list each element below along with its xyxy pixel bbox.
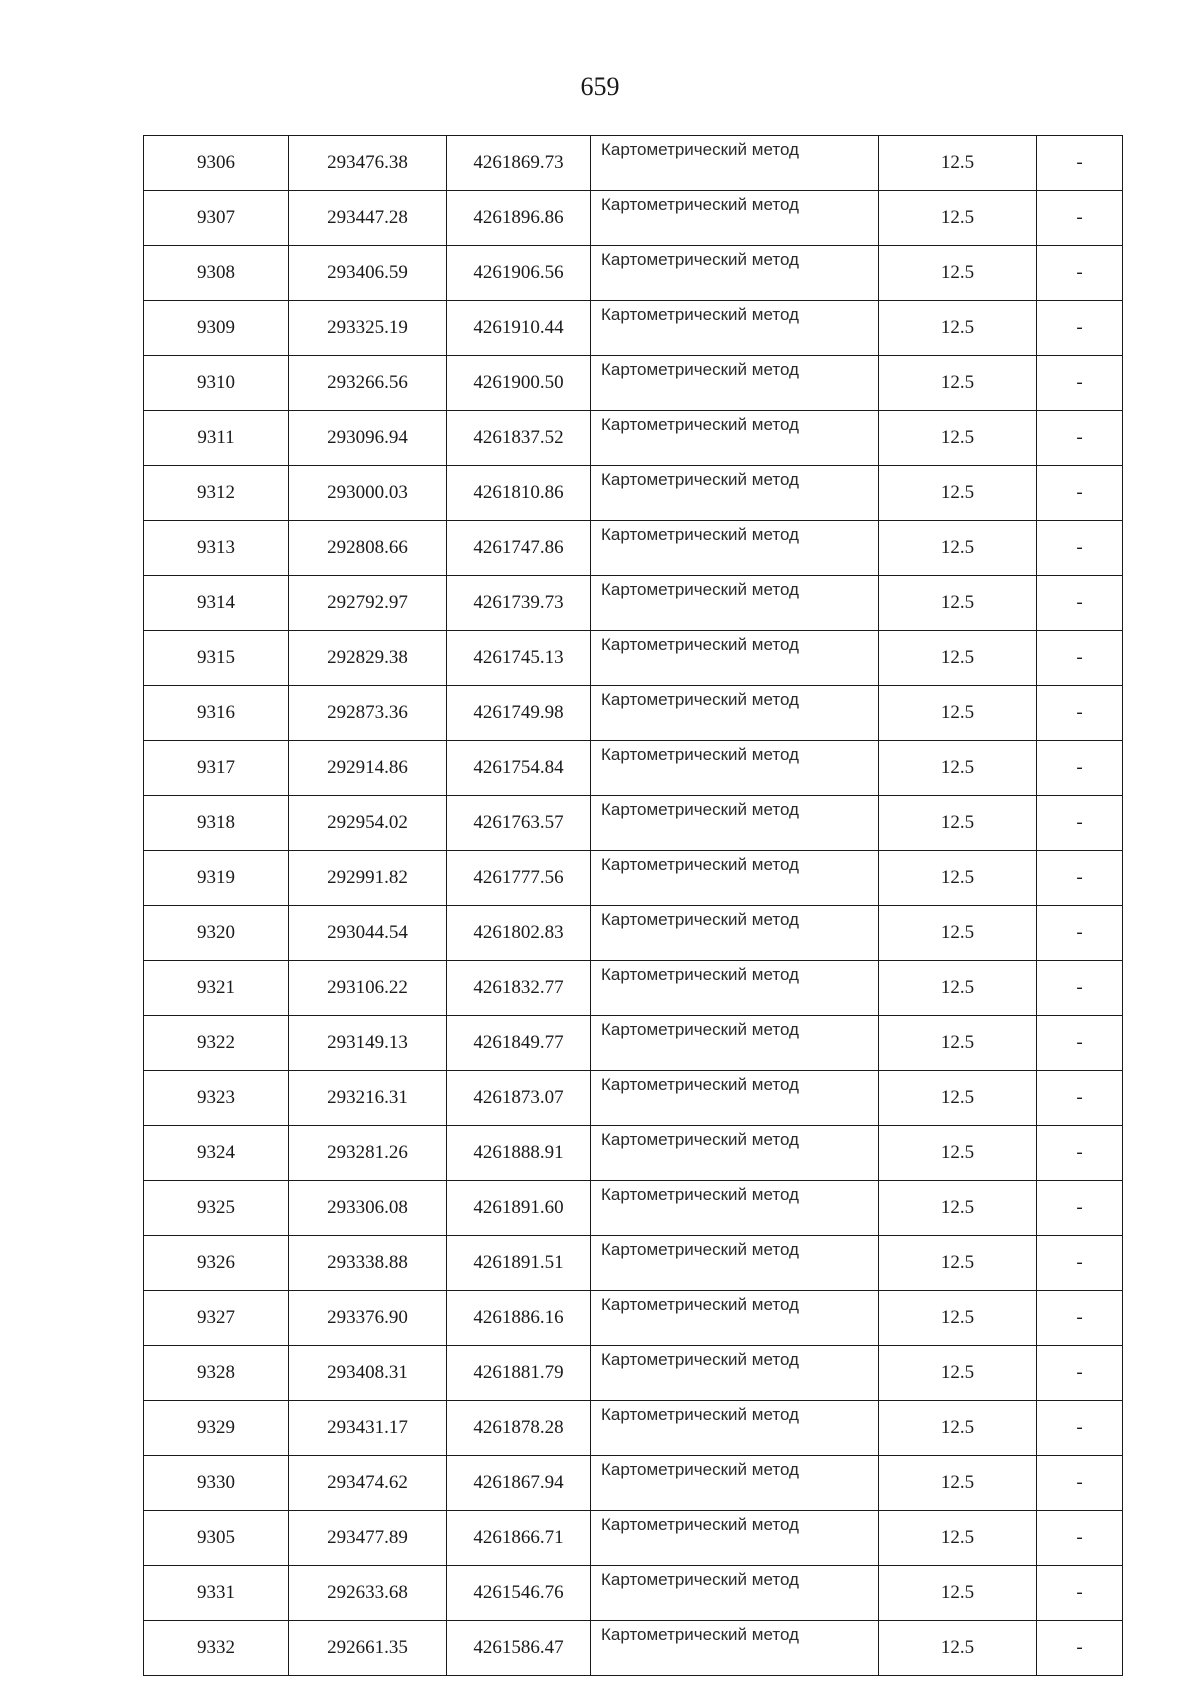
y-coordinate-cell: 4261888.91 (447, 1126, 591, 1181)
point-number-cell: 9326 (144, 1236, 289, 1291)
accuracy-cell: 12.5 (879, 1401, 1037, 1456)
accuracy-cell: 12.5 (879, 466, 1037, 521)
method-cell: Картометрический метод (591, 411, 879, 466)
table-row (144, 356, 1123, 411)
note-cell: - (1037, 1511, 1123, 1566)
method-cell: Картометрический метод (591, 906, 879, 961)
point-number-cell: 9315 (144, 631, 289, 686)
point-number-cell: 9318 (144, 796, 289, 851)
table-row (144, 906, 1123, 961)
point-number-cell: 9305 (144, 1511, 289, 1566)
x-coordinate-cell: 293149.13 (289, 1016, 447, 1071)
table-row (144, 741, 1123, 796)
accuracy-cell: 12.5 (879, 1346, 1037, 1401)
point-number-cell: 9327 (144, 1291, 289, 1346)
x-coordinate-cell: 292808.66 (289, 521, 447, 576)
y-coordinate-cell: 4261739.73 (447, 576, 591, 631)
x-coordinate-cell: 292633.68 (289, 1566, 447, 1621)
method-cell: Картометрический метод (591, 1181, 879, 1236)
table-row (144, 1346, 1123, 1401)
table-row (144, 301, 1123, 356)
point-number-cell: 9313 (144, 521, 289, 576)
x-coordinate-cell: 293338.88 (289, 1236, 447, 1291)
y-coordinate-cell: 4261878.28 (447, 1401, 591, 1456)
note-cell: - (1037, 851, 1123, 906)
method-cell: Картометрический метод (591, 1236, 879, 1291)
accuracy-cell: 12.5 (879, 356, 1037, 411)
point-number-cell: 9307 (144, 191, 289, 246)
method-cell: Картометрический метод (591, 1291, 879, 1346)
accuracy-cell: 12.5 (879, 1236, 1037, 1291)
x-coordinate-cell: 292873.36 (289, 686, 447, 741)
accuracy-cell: 12.5 (879, 796, 1037, 851)
method-cell: Картометрический метод (591, 246, 879, 301)
point-number-cell: 9328 (144, 1346, 289, 1401)
y-coordinate-cell: 4261745.13 (447, 631, 591, 686)
point-number-cell: 9308 (144, 246, 289, 301)
y-coordinate-cell: 4261869.73 (447, 136, 591, 191)
method-cell: Картометрический метод (591, 1071, 879, 1126)
accuracy-cell: 12.5 (879, 1511, 1037, 1566)
y-coordinate-cell: 4261754.84 (447, 741, 591, 796)
x-coordinate-cell: 293000.03 (289, 466, 447, 521)
x-coordinate-cell: 293476.38 (289, 136, 447, 191)
y-coordinate-cell: 4261900.50 (447, 356, 591, 411)
point-number-cell: 9322 (144, 1016, 289, 1071)
note-cell: - (1037, 411, 1123, 466)
note-cell: - (1037, 136, 1123, 191)
note-cell: - (1037, 686, 1123, 741)
note-cell: - (1037, 1181, 1123, 1236)
method-cell: Картометрический метод (591, 851, 879, 906)
x-coordinate-cell: 293325.19 (289, 301, 447, 356)
point-number-cell: 9312 (144, 466, 289, 521)
method-cell: Картометрический метод (591, 1456, 879, 1511)
table-row (144, 411, 1123, 466)
accuracy-cell: 12.5 (879, 246, 1037, 301)
table-row (144, 136, 1123, 191)
method-cell: Картометрический метод (591, 1016, 879, 1071)
table-row (144, 851, 1123, 906)
method-cell: Картометрический метод (591, 1346, 879, 1401)
method-cell: Картометрический метод (591, 1566, 879, 1621)
table-row (144, 466, 1123, 521)
y-coordinate-cell: 4261891.60 (447, 1181, 591, 1236)
method-cell: Картометрический метод (591, 301, 879, 356)
x-coordinate-cell: 292954.02 (289, 796, 447, 851)
x-coordinate-cell: 293306.08 (289, 1181, 447, 1236)
note-cell: - (1037, 1126, 1123, 1181)
x-coordinate-cell: 293281.26 (289, 1126, 447, 1181)
accuracy-cell: 12.5 (879, 1016, 1037, 1071)
method-cell: Картометрический метод (591, 631, 879, 686)
accuracy-cell: 12.5 (879, 1456, 1037, 1511)
point-number-cell: 9309 (144, 301, 289, 356)
note-cell: - (1037, 246, 1123, 301)
y-coordinate-cell: 4261763.57 (447, 796, 591, 851)
y-coordinate-cell: 4261886.16 (447, 1291, 591, 1346)
coordinates-table-body (144, 136, 1123, 1676)
x-coordinate-cell: 292792.97 (289, 576, 447, 631)
x-coordinate-cell: 293431.17 (289, 1401, 447, 1456)
note-cell: - (1037, 631, 1123, 686)
table-row (144, 191, 1123, 246)
method-cell: Картометрический метод (591, 1126, 879, 1181)
table-row (144, 576, 1123, 631)
point-number-cell: 9314 (144, 576, 289, 631)
accuracy-cell: 12.5 (879, 1291, 1037, 1346)
note-cell: - (1037, 1291, 1123, 1346)
note-cell: - (1037, 1456, 1123, 1511)
point-number-cell: 9325 (144, 1181, 289, 1236)
point-number-cell: 9319 (144, 851, 289, 906)
x-coordinate-cell: 293216.31 (289, 1071, 447, 1126)
note-cell: - (1037, 1071, 1123, 1126)
accuracy-cell: 12.5 (879, 1181, 1037, 1236)
y-coordinate-cell: 4261586.47 (447, 1621, 591, 1676)
method-cell: Картометрический метод (591, 686, 879, 741)
table-row (144, 686, 1123, 741)
table-row (144, 1236, 1123, 1291)
page-number: 659 (580, 72, 620, 101)
note-cell: - (1037, 1236, 1123, 1291)
point-number-cell: 9316 (144, 686, 289, 741)
y-coordinate-cell: 4261849.77 (447, 1016, 591, 1071)
x-coordinate-cell: 293474.62 (289, 1456, 447, 1511)
x-coordinate-cell: 293044.54 (289, 906, 447, 961)
y-coordinate-cell: 4261837.52 (447, 411, 591, 466)
y-coordinate-cell: 4261881.79 (447, 1346, 591, 1401)
y-coordinate-cell: 4261891.51 (447, 1236, 591, 1291)
note-cell: - (1037, 191, 1123, 246)
table-row (144, 1291, 1123, 1346)
accuracy-cell: 12.5 (879, 631, 1037, 686)
table-row (144, 1401, 1123, 1456)
x-coordinate-cell: 293477.89 (289, 1511, 447, 1566)
point-number-cell: 9321 (144, 961, 289, 1016)
accuracy-cell: 12.5 (879, 906, 1037, 961)
accuracy-cell: 12.5 (879, 521, 1037, 576)
table-row (144, 1126, 1123, 1181)
accuracy-cell: 12.5 (879, 741, 1037, 796)
accuracy-cell: 12.5 (879, 301, 1037, 356)
y-coordinate-cell: 4261832.77 (447, 961, 591, 1016)
table-row (144, 1016, 1123, 1071)
accuracy-cell: 12.5 (879, 191, 1037, 246)
method-cell: Картометрический метод (591, 796, 879, 851)
note-cell: - (1037, 466, 1123, 521)
table-row (144, 521, 1123, 576)
y-coordinate-cell: 4261749.98 (447, 686, 591, 741)
note-cell: - (1037, 356, 1123, 411)
accuracy-cell: 12.5 (879, 851, 1037, 906)
accuracy-cell: 12.5 (879, 1126, 1037, 1181)
note-cell: - (1037, 576, 1123, 631)
x-coordinate-cell: 292661.35 (289, 1621, 447, 1676)
y-coordinate-cell: 4261802.83 (447, 906, 591, 961)
x-coordinate-cell: 292991.82 (289, 851, 447, 906)
y-coordinate-cell: 4261867.94 (447, 1456, 591, 1511)
x-coordinate-cell: 293106.22 (289, 961, 447, 1016)
method-cell: Картометрический метод (591, 521, 879, 576)
accuracy-cell: 12.5 (879, 686, 1037, 741)
accuracy-cell: 12.5 (879, 411, 1037, 466)
x-coordinate-cell: 293096.94 (289, 411, 447, 466)
x-coordinate-cell: 293266.56 (289, 356, 447, 411)
x-coordinate-cell: 293408.31 (289, 1346, 447, 1401)
point-number-cell: 9317 (144, 741, 289, 796)
accuracy-cell: 12.5 (879, 961, 1037, 1016)
table-row (144, 1566, 1123, 1621)
point-number-cell: 9310 (144, 356, 289, 411)
accuracy-cell: 12.5 (879, 136, 1037, 191)
method-cell: Картометрический метод (591, 136, 879, 191)
note-cell: - (1037, 1401, 1123, 1456)
y-coordinate-cell: 4261777.56 (447, 851, 591, 906)
y-coordinate-cell: 4261910.44 (447, 301, 591, 356)
note-cell: - (1037, 961, 1123, 1016)
method-cell: Картометрический метод (591, 466, 879, 521)
x-coordinate-cell: 292829.38 (289, 631, 447, 686)
method-cell: Картометрический метод (591, 1401, 879, 1456)
table-row (144, 961, 1123, 1016)
method-cell: Картометрический метод (591, 191, 879, 246)
note-cell: - (1037, 1346, 1123, 1401)
table-row (144, 1181, 1123, 1236)
accuracy-cell: 12.5 (879, 1566, 1037, 1621)
method-cell: Картометрический метод (591, 1621, 879, 1676)
point-number-cell: 9329 (144, 1401, 289, 1456)
point-number-cell: 9332 (144, 1621, 289, 1676)
method-cell: Картометрический метод (591, 961, 879, 1016)
x-coordinate-cell: 293447.28 (289, 191, 447, 246)
note-cell: - (1037, 906, 1123, 961)
table-row (144, 631, 1123, 686)
y-coordinate-cell: 4261866.71 (447, 1511, 591, 1566)
table-row (144, 1456, 1123, 1511)
coordinates-table (143, 135, 1123, 1676)
note-cell: - (1037, 741, 1123, 796)
x-coordinate-cell: 292914.86 (289, 741, 447, 796)
point-number-cell: 9330 (144, 1456, 289, 1511)
point-number-cell: 9331 (144, 1566, 289, 1621)
point-number-cell: 9311 (144, 411, 289, 466)
point-number-cell: 9320 (144, 906, 289, 961)
method-cell: Картометрический метод (591, 356, 879, 411)
accuracy-cell: 12.5 (879, 1071, 1037, 1126)
point-number-cell: 9306 (144, 136, 289, 191)
note-cell: - (1037, 796, 1123, 851)
point-number-cell: 9323 (144, 1071, 289, 1126)
table-row (144, 1511, 1123, 1566)
table-row (144, 1071, 1123, 1126)
y-coordinate-cell: 4261906.56 (447, 246, 591, 301)
method-cell: Картометрический метод (591, 1511, 879, 1566)
table-row (144, 1621, 1123, 1676)
method-cell: Картометрический метод (591, 576, 879, 631)
x-coordinate-cell: 293406.59 (289, 246, 447, 301)
accuracy-cell: 12.5 (879, 576, 1037, 631)
y-coordinate-cell: 4261546.76 (447, 1566, 591, 1621)
point-number-cell: 9324 (144, 1126, 289, 1181)
method-cell: Картометрический метод (591, 741, 879, 796)
y-coordinate-cell: 4261747.86 (447, 521, 591, 576)
note-cell: - (1037, 1566, 1123, 1621)
note-cell: - (1037, 301, 1123, 356)
y-coordinate-cell: 4261810.86 (447, 466, 591, 521)
x-coordinate-cell: 293376.90 (289, 1291, 447, 1346)
y-coordinate-cell: 4261873.07 (447, 1071, 591, 1126)
accuracy-cell: 12.5 (879, 1621, 1037, 1676)
note-cell: - (1037, 521, 1123, 576)
table-row (144, 246, 1123, 301)
table-row (144, 796, 1123, 851)
note-cell: - (1037, 1016, 1123, 1071)
note-cell: - (1037, 1621, 1123, 1676)
y-coordinate-cell: 4261896.86 (447, 191, 591, 246)
